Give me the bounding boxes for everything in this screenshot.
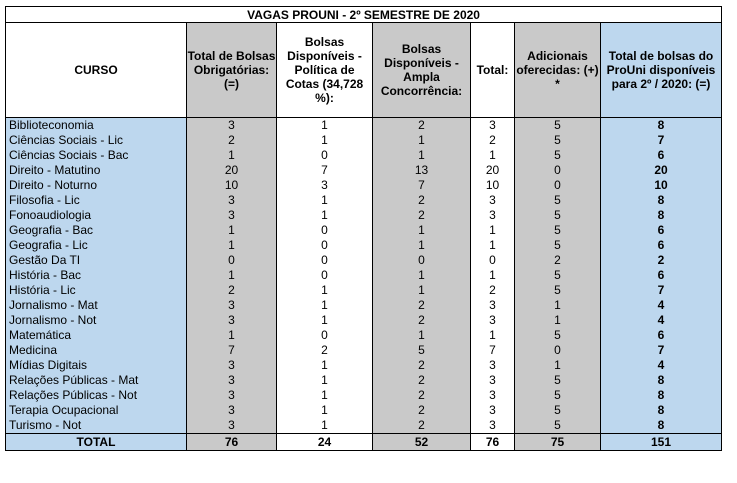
totals-cotas: 24 — [277, 434, 373, 451]
cell-cotas: 0 — [277, 328, 373, 343]
cell-total-prouni: 4 — [601, 358, 722, 373]
cell-cotas: 2 — [277, 343, 373, 358]
cell-cotas: 1 — [277, 283, 373, 298]
cell-cotas: 1 — [277, 358, 373, 373]
cell-total-prouni: 7 — [601, 283, 722, 298]
cell-ampla: 2 — [373, 313, 471, 328]
totals-ampla: 52 — [373, 434, 471, 451]
cell-cotas: 3 — [277, 178, 373, 193]
cell-adicionais: 5 — [515, 148, 601, 163]
cell-cotas: 1 — [277, 208, 373, 223]
cell-total: 3 — [471, 373, 515, 388]
table-row — [6, 283, 722, 298]
cell-obrigatorias: 3 — [187, 388, 277, 403]
cell-total-prouni: 8 — [601, 193, 722, 208]
cell-total-prouni: 8 — [601, 373, 722, 388]
cell-obrigatorias: 3 — [187, 358, 277, 373]
cell-cotas: 1 — [277, 193, 373, 208]
cell-total: 2 — [471, 283, 515, 298]
cell-obrigatorias: 3 — [187, 418, 277, 434]
cell-total-prouni: 20 — [601, 163, 722, 178]
cell-obrigatorias: 3 — [187, 373, 277, 388]
table-row — [6, 253, 722, 268]
header-ampla: Bolsas Disponíveis - Ampla Concorrência: — [373, 23, 471, 118]
table-row — [6, 163, 722, 178]
cell-curso: Turismo - Not — [6, 418, 187, 434]
cell-total-prouni: 7 — [601, 133, 722, 148]
cell-adicionais: 0 — [515, 178, 601, 193]
cell-total: 1 — [471, 328, 515, 343]
table-row — [6, 313, 722, 328]
cell-adicionais: 1 — [515, 313, 601, 328]
cell-total: 3 — [471, 358, 515, 373]
cell-cotas: 7 — [277, 163, 373, 178]
table-row — [6, 238, 722, 253]
cell-adicionais: 5 — [515, 388, 601, 403]
table-row — [6, 133, 722, 148]
cell-cotas: 1 — [277, 388, 373, 403]
table-row — [6, 223, 722, 238]
cell-ampla: 1 — [373, 283, 471, 298]
cell-curso: Filosofia - Lic — [6, 193, 187, 208]
cell-cotas: 0 — [277, 253, 373, 268]
table-row — [6, 418, 722, 434]
cell-adicionais: 5 — [515, 238, 601, 253]
cell-curso: Ciências Sociais - Lic — [6, 133, 187, 148]
cell-curso: Relações Públicas - Mat — [6, 373, 187, 388]
cell-curso: Terapia Ocupacional — [6, 403, 187, 418]
cell-adicionais: 5 — [515, 223, 601, 238]
prouni-table-container — [5, 6, 721, 451]
cell-cotas: 0 — [277, 268, 373, 283]
cell-adicionais: 5 — [515, 193, 601, 208]
cell-adicionais: 2 — [515, 253, 601, 268]
table-row — [6, 148, 722, 163]
cell-total: 2 — [471, 133, 515, 148]
table-row — [6, 403, 722, 418]
header-adicionais: Adicionais oferecidas: (+) * — [515, 23, 601, 118]
header-cotas: Bolsas Disponíveis - Política de Cotas (34,728 %): — [277, 23, 373, 118]
cell-cotas: 1 — [277, 133, 373, 148]
cell-ampla: 1 — [373, 223, 471, 238]
cell-ampla: 1 — [373, 268, 471, 283]
cell-total-prouni: 8 — [601, 208, 722, 223]
table-row — [6, 373, 722, 388]
cell-total-prouni: 8 — [601, 418, 722, 434]
totals-label: TOTAL — [6, 434, 187, 451]
cell-ampla: 2 — [373, 118, 471, 134]
cell-total: 20 — [471, 163, 515, 178]
cell-obrigatorias: 1 — [187, 268, 277, 283]
header-total: Total: — [471, 23, 515, 118]
cell-total: 1 — [471, 148, 515, 163]
cell-cotas: 0 — [277, 238, 373, 253]
cell-adicionais: 5 — [515, 418, 601, 434]
cell-total-prouni: 6 — [601, 223, 722, 238]
cell-adicionais: 5 — [515, 118, 601, 134]
totals-total-prouni: 151 — [601, 434, 722, 451]
cell-adicionais: 1 — [515, 358, 601, 373]
cell-cotas: 1 — [277, 418, 373, 434]
cell-obrigatorias: 3 — [187, 118, 277, 134]
cell-obrigatorias: 3 — [187, 403, 277, 418]
cell-total: 3 — [471, 418, 515, 434]
cell-total-prouni: 6 — [601, 148, 722, 163]
cell-curso: Direito - Noturno — [6, 178, 187, 193]
cell-adicionais: 0 — [515, 343, 601, 358]
cell-total: 3 — [471, 298, 515, 313]
cell-curso: Direito - Matutino — [6, 163, 187, 178]
cell-obrigatorias: 3 — [187, 193, 277, 208]
cell-curso: Mídias Digitais — [6, 358, 187, 373]
cell-total: 7 — [471, 343, 515, 358]
cell-ampla: 1 — [373, 133, 471, 148]
cell-adicionais: 5 — [515, 133, 601, 148]
header-curso: CURSO — [6, 23, 187, 118]
cell-obrigatorias: 1 — [187, 328, 277, 343]
cell-adicionais: 1 — [515, 298, 601, 313]
totals-row — [6, 434, 722, 451]
cell-ampla: 5 — [373, 343, 471, 358]
prouni-vacancies-table — [5, 6, 722, 451]
cell-curso: Biblioteconomia — [6, 118, 187, 134]
totals-obrigatorias: 76 — [187, 434, 277, 451]
cell-total-prouni: 10 — [601, 178, 722, 193]
cell-total: 3 — [471, 193, 515, 208]
cell-total-prouni: 8 — [601, 403, 722, 418]
cell-curso: Jornalismo - Not — [6, 313, 187, 328]
cell-ampla: 2 — [373, 388, 471, 403]
cell-ampla: 2 — [373, 358, 471, 373]
cell-total: 3 — [471, 403, 515, 418]
cell-ampla: 2 — [373, 193, 471, 208]
cell-cotas: 0 — [277, 148, 373, 163]
cell-total-prouni: 8 — [601, 388, 722, 403]
cell-cotas: 0 — [277, 223, 373, 238]
table-row — [6, 208, 722, 223]
cell-total-prouni: 6 — [601, 268, 722, 283]
table-title: VAGAS PROUNI - 2º SEMESTRE DE 2020 — [6, 7, 722, 23]
cell-total: 3 — [471, 313, 515, 328]
table-row — [6, 298, 722, 313]
cell-adicionais: 5 — [515, 403, 601, 418]
cell-ampla: 2 — [373, 373, 471, 388]
cell-ampla: 2 — [373, 208, 471, 223]
cell-obrigatorias: 3 — [187, 208, 277, 223]
cell-ampla: 2 — [373, 298, 471, 313]
cell-obrigatorias: 0 — [187, 253, 277, 268]
cell-curso: Matemática — [6, 328, 187, 343]
cell-total: 0 — [471, 253, 515, 268]
cell-curso: Gestão Da TI — [6, 253, 187, 268]
cell-obrigatorias: 7 — [187, 343, 277, 358]
cell-obrigatorias: 1 — [187, 223, 277, 238]
table-row — [6, 193, 722, 208]
cell-total-prouni: 4 — [601, 313, 722, 328]
header-row — [6, 23, 722, 118]
table-row — [6, 118, 722, 134]
cell-curso: Relações Públicas - Not — [6, 388, 187, 403]
cell-adicionais: 5 — [515, 283, 601, 298]
cell-ampla: 0 — [373, 253, 471, 268]
cell-total-prouni: 7 — [601, 343, 722, 358]
cell-curso: Jornalismo - Mat — [6, 298, 187, 313]
cell-total-prouni: 4 — [601, 298, 722, 313]
cell-obrigatorias: 2 — [187, 133, 277, 148]
cell-total: 1 — [471, 223, 515, 238]
cell-ampla: 1 — [373, 148, 471, 163]
cell-total: 1 — [471, 268, 515, 283]
table-row — [6, 358, 722, 373]
cell-obrigatorias: 3 — [187, 313, 277, 328]
cell-adicionais: 5 — [515, 208, 601, 223]
cell-cotas: 1 — [277, 298, 373, 313]
cell-obrigatorias: 1 — [187, 148, 277, 163]
cell-cotas: 1 — [277, 118, 373, 134]
cell-curso: Ciências Sociais - Bac — [6, 148, 187, 163]
cell-cotas: 1 — [277, 373, 373, 388]
cell-obrigatorias: 2 — [187, 283, 277, 298]
cell-total: 3 — [471, 388, 515, 403]
cell-obrigatorias: 10 — [187, 178, 277, 193]
cell-total-prouni: 2 — [601, 253, 722, 268]
cell-curso: História - Lic — [6, 283, 187, 298]
cell-ampla: 1 — [373, 328, 471, 343]
cell-total: 3 — [471, 208, 515, 223]
cell-ampla: 13 — [373, 163, 471, 178]
header-obrigatorias: Total de Bolsas Obrigatórias: (=) — [187, 23, 277, 118]
table-row — [6, 328, 722, 343]
table-row — [6, 178, 722, 193]
cell-obrigatorias: 3 — [187, 298, 277, 313]
cell-obrigatorias: 20 — [187, 163, 277, 178]
cell-total: 1 — [471, 238, 515, 253]
totals-adicionais: 75 — [515, 434, 601, 451]
cell-ampla: 7 — [373, 178, 471, 193]
totals-total: 76 — [471, 434, 515, 451]
cell-obrigatorias: 1 — [187, 238, 277, 253]
cell-total: 3 — [471, 118, 515, 134]
cell-cotas: 1 — [277, 403, 373, 418]
cell-total: 10 — [471, 178, 515, 193]
cell-total-prouni: 6 — [601, 238, 722, 253]
header-total-prouni: Total de bolsas do ProUni disponíveis para 2º / 2020: (=) — [601, 23, 722, 118]
table-row — [6, 388, 722, 403]
cell-ampla: 2 — [373, 418, 471, 434]
cell-curso: Fonoaudiologia — [6, 208, 187, 223]
cell-ampla: 1 — [373, 238, 471, 253]
title-row — [6, 7, 722, 23]
cell-curso: Geografia - Lic — [6, 238, 187, 253]
cell-total-prouni: 6 — [601, 328, 722, 343]
cell-total-prouni: 8 — [601, 118, 722, 134]
cell-cotas: 1 — [277, 313, 373, 328]
cell-adicionais: 0 — [515, 163, 601, 178]
table-row — [6, 268, 722, 283]
cell-ampla: 2 — [373, 403, 471, 418]
cell-curso: Geografia - Bac — [6, 223, 187, 238]
cell-curso: História - Bac — [6, 268, 187, 283]
cell-adicionais: 5 — [515, 328, 601, 343]
cell-adicionais: 5 — [515, 373, 601, 388]
table-row — [6, 343, 722, 358]
cell-adicionais: 5 — [515, 268, 601, 283]
cell-curso: Medicina — [6, 343, 187, 358]
